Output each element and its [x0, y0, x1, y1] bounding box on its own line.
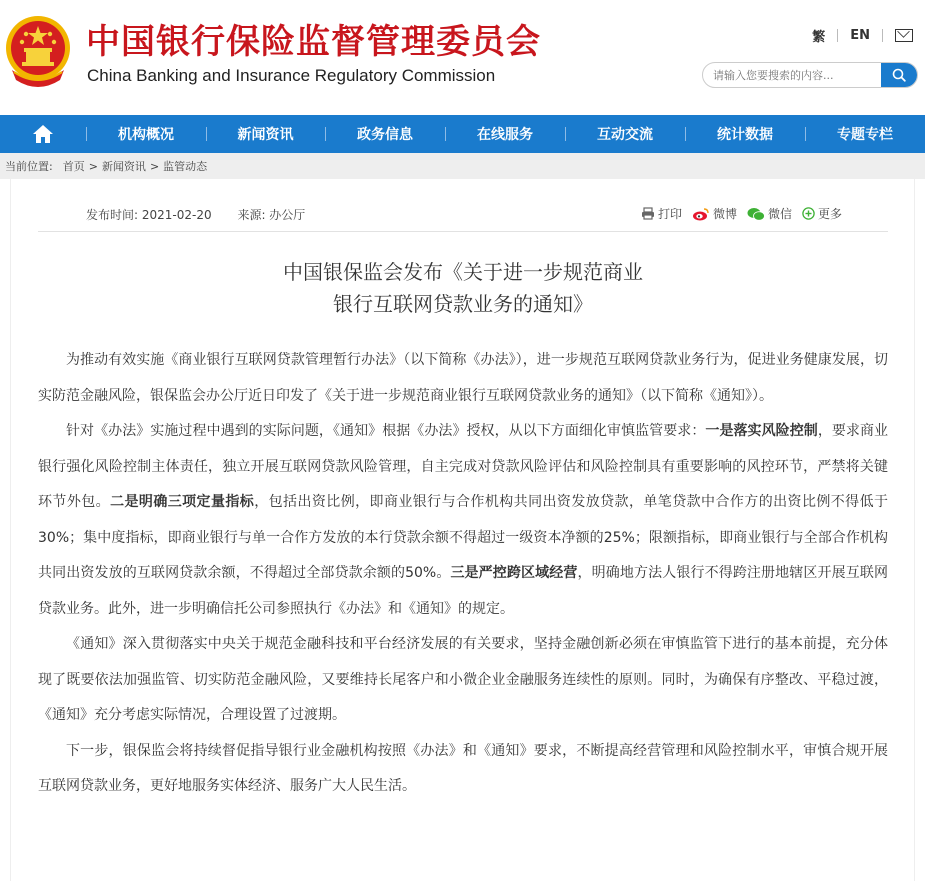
nav-item-interaction[interactable] [565, 115, 685, 153]
article-source: 来源: 办公厅 [237, 208, 306, 222]
paragraph-text: ，要求商业银行强化风险控制主体责任，独立开展互联网贷款风险管理，自主完成对贷款风险评估和风险控制具有重要影响的风控环节，严禁将关键环节外包。 [38, 423, 889, 510]
nav-item-label: 专题专栏 [837, 127, 893, 143]
home-icon [32, 124, 54, 144]
site-title-cn[interactable]: 中国银行保险监督管理委员会 [86, 22, 541, 62]
article-title-line: 中国银保监会发布《关于进一步规范商业 [283, 260, 643, 284]
nav-home-button[interactable] [0, 115, 86, 153]
nav-item-statistics[interactable] [685, 115, 805, 153]
search-icon [892, 68, 906, 82]
breadcrumb-news-link[interactable]: 新闻资讯 [101, 160, 146, 173]
more-label: 更多 [818, 207, 843, 221]
breadcrumb [0, 153, 925, 179]
article-paragraph [38, 414, 888, 627]
breadcrumb-prefix: 当前位置: [5, 160, 53, 173]
nav-item-label: 在线服务 [477, 127, 533, 143]
lang-divider [882, 29, 883, 42]
nav-item-label: 统计数据 [717, 127, 773, 143]
nav-item-label: 机构概况 [118, 127, 174, 143]
nav-item-label: 新闻资讯 [237, 127, 294, 143]
share-bar [641, 205, 852, 222]
article-meta [86, 206, 327, 223]
nav-item-label: 政务信息 [357, 127, 413, 143]
publish-time: 发布时间: 2021-02-20 [86, 208, 212, 222]
article-body [38, 343, 888, 805]
nav-item-special-topics[interactable] [805, 115, 925, 153]
article-title-line: 银行互联网贷款业务的通知》 [333, 292, 593, 316]
weibo-label: 微博 [713, 207, 738, 221]
mail-icon[interactable] [895, 29, 913, 42]
meta-divider [38, 231, 888, 232]
breadcrumb-separator: > [149, 159, 160, 173]
key-point-3: 三是严控跨区域经营 [450, 565, 578, 581]
wechat-icon [747, 207, 765, 221]
site-title-en[interactable]: China Banking and Insurance Regulatory Commission [87, 66, 496, 85]
print-button[interactable] [641, 205, 682, 222]
more-icon [802, 207, 815, 220]
print-label: 打印 [658, 207, 683, 221]
language-bar [812, 26, 913, 45]
breadcrumb-separator: > [88, 159, 98, 173]
key-point-1: 一是落实风险控制 [705, 423, 818, 439]
lang-traditional-link[interactable]: 繁 [812, 30, 826, 45]
weibo-icon [692, 207, 710, 221]
main-nav [0, 115, 925, 153]
wechat-label: 微信 [768, 207, 793, 221]
nav-item-about[interactable] [86, 115, 206, 153]
nav-item-government-info[interactable] [325, 115, 445, 153]
breadcrumb-current-link[interactable]: 监管动态 [163, 160, 208, 173]
article-paragraph: 为推动有效实施《商业银行互联网贷款管理暂行办法》（以下简称《办法》），进一步规范互联网贷款业务行为，促进业务健康发展，切实防范金融风险，银保监会办公厅近日印发了《关于进一步规范商业银行互联网贷款业务的通知》（以下简称《通知》）。 [38, 352, 888, 404]
article-title [38, 256, 888, 320]
key-point-2: 二是明确三项定量指标 [110, 494, 255, 510]
article-paragraph: 《通知》深入贯彻落实中央关于规范金融科技和平台经济发展的有关要求，坚持金融创新必须在审慎监管下进行的基本前提，充分体现了既要依法加强监管、切实防范金融风险，又要维持长尾客户和小微企业金融服务连续性的原则。同时，为确保有序整改、平稳过渡，《通知》充分考虑实际情况，合理设置了过渡期。 [38, 636, 888, 723]
search-input[interactable] [703, 63, 879, 87]
weibo-button[interactable] [692, 205, 737, 222]
nav-item-label: 互动交流 [597, 127, 653, 143]
search-button[interactable] [881, 63, 917, 87]
lang-english-link[interactable]: EN [850, 28, 870, 43]
nav-item-online-service[interactable] [445, 115, 565, 153]
site-header [0, 0, 925, 115]
breadcrumb-home-link[interactable]: 首页 [62, 160, 85, 173]
paragraph-text: 针对《办法》实施过程中遇到的实际问题，《通知》根据《办法》授权，从以下方面细化审慎监管要求： [66, 423, 706, 439]
search-box [702, 62, 918, 88]
national-emblem-icon[interactable] [4, 14, 72, 88]
paragraph-text: ，明确地方法人银行不得跨注册地辖区开展互联网贷款业务。此外，进一步明确信托公司参照执行《办法》和《通知》的规定。 [38, 565, 889, 617]
nav-item-news[interactable] [206, 115, 325, 153]
wechat-button[interactable] [747, 205, 792, 222]
paragraph-text: ，包括出资比例，即商业银行与合作机构共同出资发放贷款，单笔贷款中合作方的出资比例不得低于30%；集中度指标，即商业银行与单一合作方发放的本行贷款余额不得超过一级资本净额的25%；限额指标，即商业银行与全部合作机构共同出资发放的互联网贷款余额，不得超过全部贷款余额的50%。 [38, 494, 889, 581]
more-share-button[interactable] [802, 205, 842, 222]
lang-divider [837, 29, 838, 42]
article-paragraph: 下一步，银保监会将持续督促指导银行业金融机构按照《办法》和《通知》要求，不断提高经营管理和风险控制水平，审慎合规开展互联网贷款业务，更好地服务实体经济、服务广大人民生活。 [38, 742, 888, 794]
print-icon [641, 207, 655, 220]
